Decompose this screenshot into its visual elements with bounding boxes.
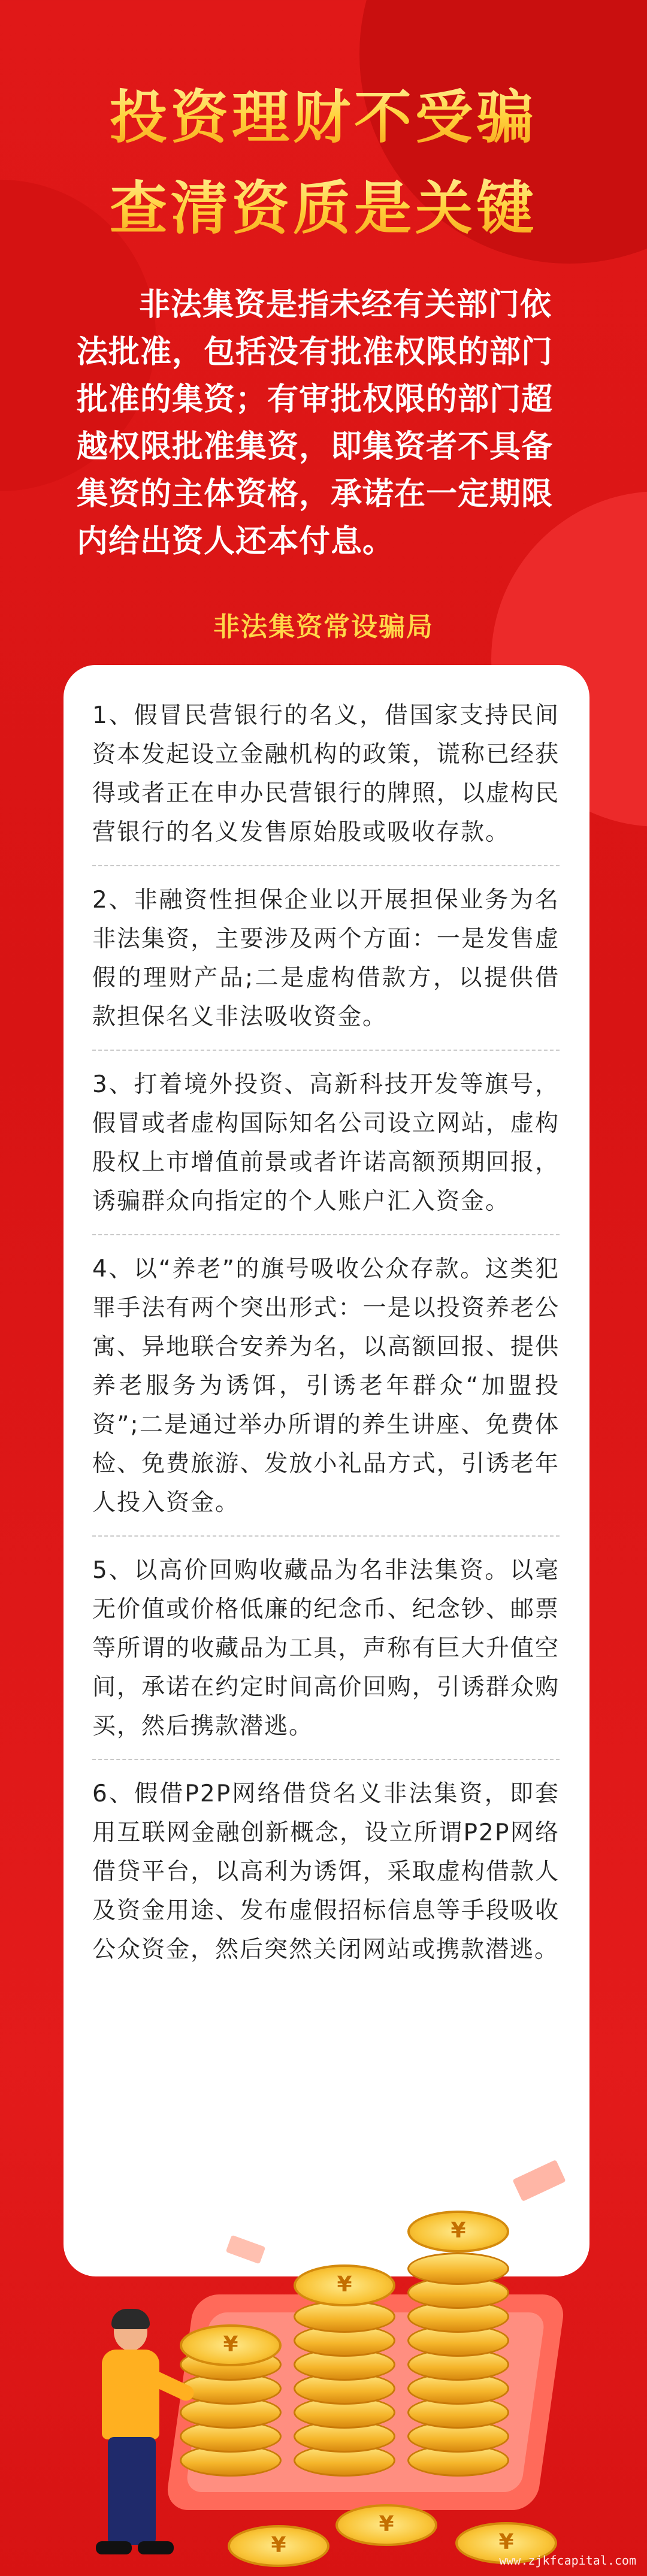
coin-stack-middle xyxy=(294,2264,395,2480)
scam-item-6: 6、假借P2P网络借贷名义非法集资，即套用互联网金融创新概念，设立所谓P2P网络借贷平台，以高利为诱饵，采取虚构借款人及资金用途、发布虚假招标信息等手段吸收公众资金，然后突然关闭网站或携款潜逃。 xyxy=(92,1780,560,1963)
person-illustration xyxy=(90,2312,192,2564)
intro-paragraph: 非法集资是指未经有关部门依法批准，包括没有批准权限的部门批准的集资；有审批权限的部门超越权限批准集资，即集资者不具备集资的主体资格，承诺在一定期限内给出资人还本付息。 xyxy=(77,287,554,560)
divider xyxy=(92,1535,560,1537)
watermark: www.zjkfcapital.com xyxy=(499,2553,636,2568)
coin-stack-left xyxy=(180,2324,282,2480)
coin-icon: ¥ xyxy=(335,2504,437,2546)
coin-icon: ¥ xyxy=(180,2324,282,2366)
headline-line-2: 查清资质是关键 xyxy=(0,163,647,245)
scam-list-card xyxy=(64,665,589,2276)
coin-icon: ¥ xyxy=(228,2525,329,2567)
person-shoe xyxy=(138,2541,174,2554)
coin-icon: ¥ xyxy=(455,2522,557,2564)
person-shoe xyxy=(96,2541,132,2554)
section-title: 非法集资常设骗局 xyxy=(213,612,434,642)
coin-stack-right xyxy=(407,2211,509,2480)
divider xyxy=(92,865,560,866)
person-legs xyxy=(108,2437,156,2545)
scam-item-2: 2、非融资性担保企业以开展担保业务为名非法集资，主要涉及两个方面：一是发售虚假的理财产品;二是虚构借款方，以提供借款担保名义非法吸收资金。 xyxy=(92,887,560,1030)
scam-item-5: 5、以高价回购收藏品为名非法集资。以毫无价值或价格低廉的纪念币、纪念钞、邮票等所谓的收藏品为工具，声称有巨大升值空间，承诺在约定时间高价回购，引诱群众购买，然后携款潜逃。 xyxy=(92,1557,560,1740)
divider xyxy=(92,1050,560,1051)
coin-icon: ¥ xyxy=(294,2264,395,2306)
person-hair xyxy=(111,2309,150,2329)
scam-item-4: 4、以“养老”的旗号吸收公众存款。这类犯罪手法有两个突出形式：一是以投资养老公寓、异地联合安养为名，以高额回报、提供养老服务为诱饵，引诱老年群众“加盟投资”;二是通过举办所谓的养生讲座、免费体检、免费旅游、发放小礼品方式，引诱老年人投入资金。 xyxy=(92,1256,560,1516)
headline-line-1: 投资理财不受骗 xyxy=(0,72,647,154)
person-body xyxy=(102,2350,159,2439)
scam-item-3: 3、打着境外投资、高新科技开发等旗号，假冒或者虚构国际知名公司设立网站，虚构股权上市增值前景或者许诺高额预期回报，诱骗群众向指定的个人账户汇入资金。 xyxy=(92,1071,560,1215)
coin-icon: ¥ xyxy=(407,2211,509,2253)
divider xyxy=(92,1759,560,1760)
divider xyxy=(92,1234,560,1235)
scam-item-1: 1、假冒民营银行的名义，借国家支持民间资本发起设立金融机构的政策，谎称已经获得或者正在申办民营银行的牌照，以虚构民营银行的名义发售原始股或吸收存款。 xyxy=(92,702,560,846)
